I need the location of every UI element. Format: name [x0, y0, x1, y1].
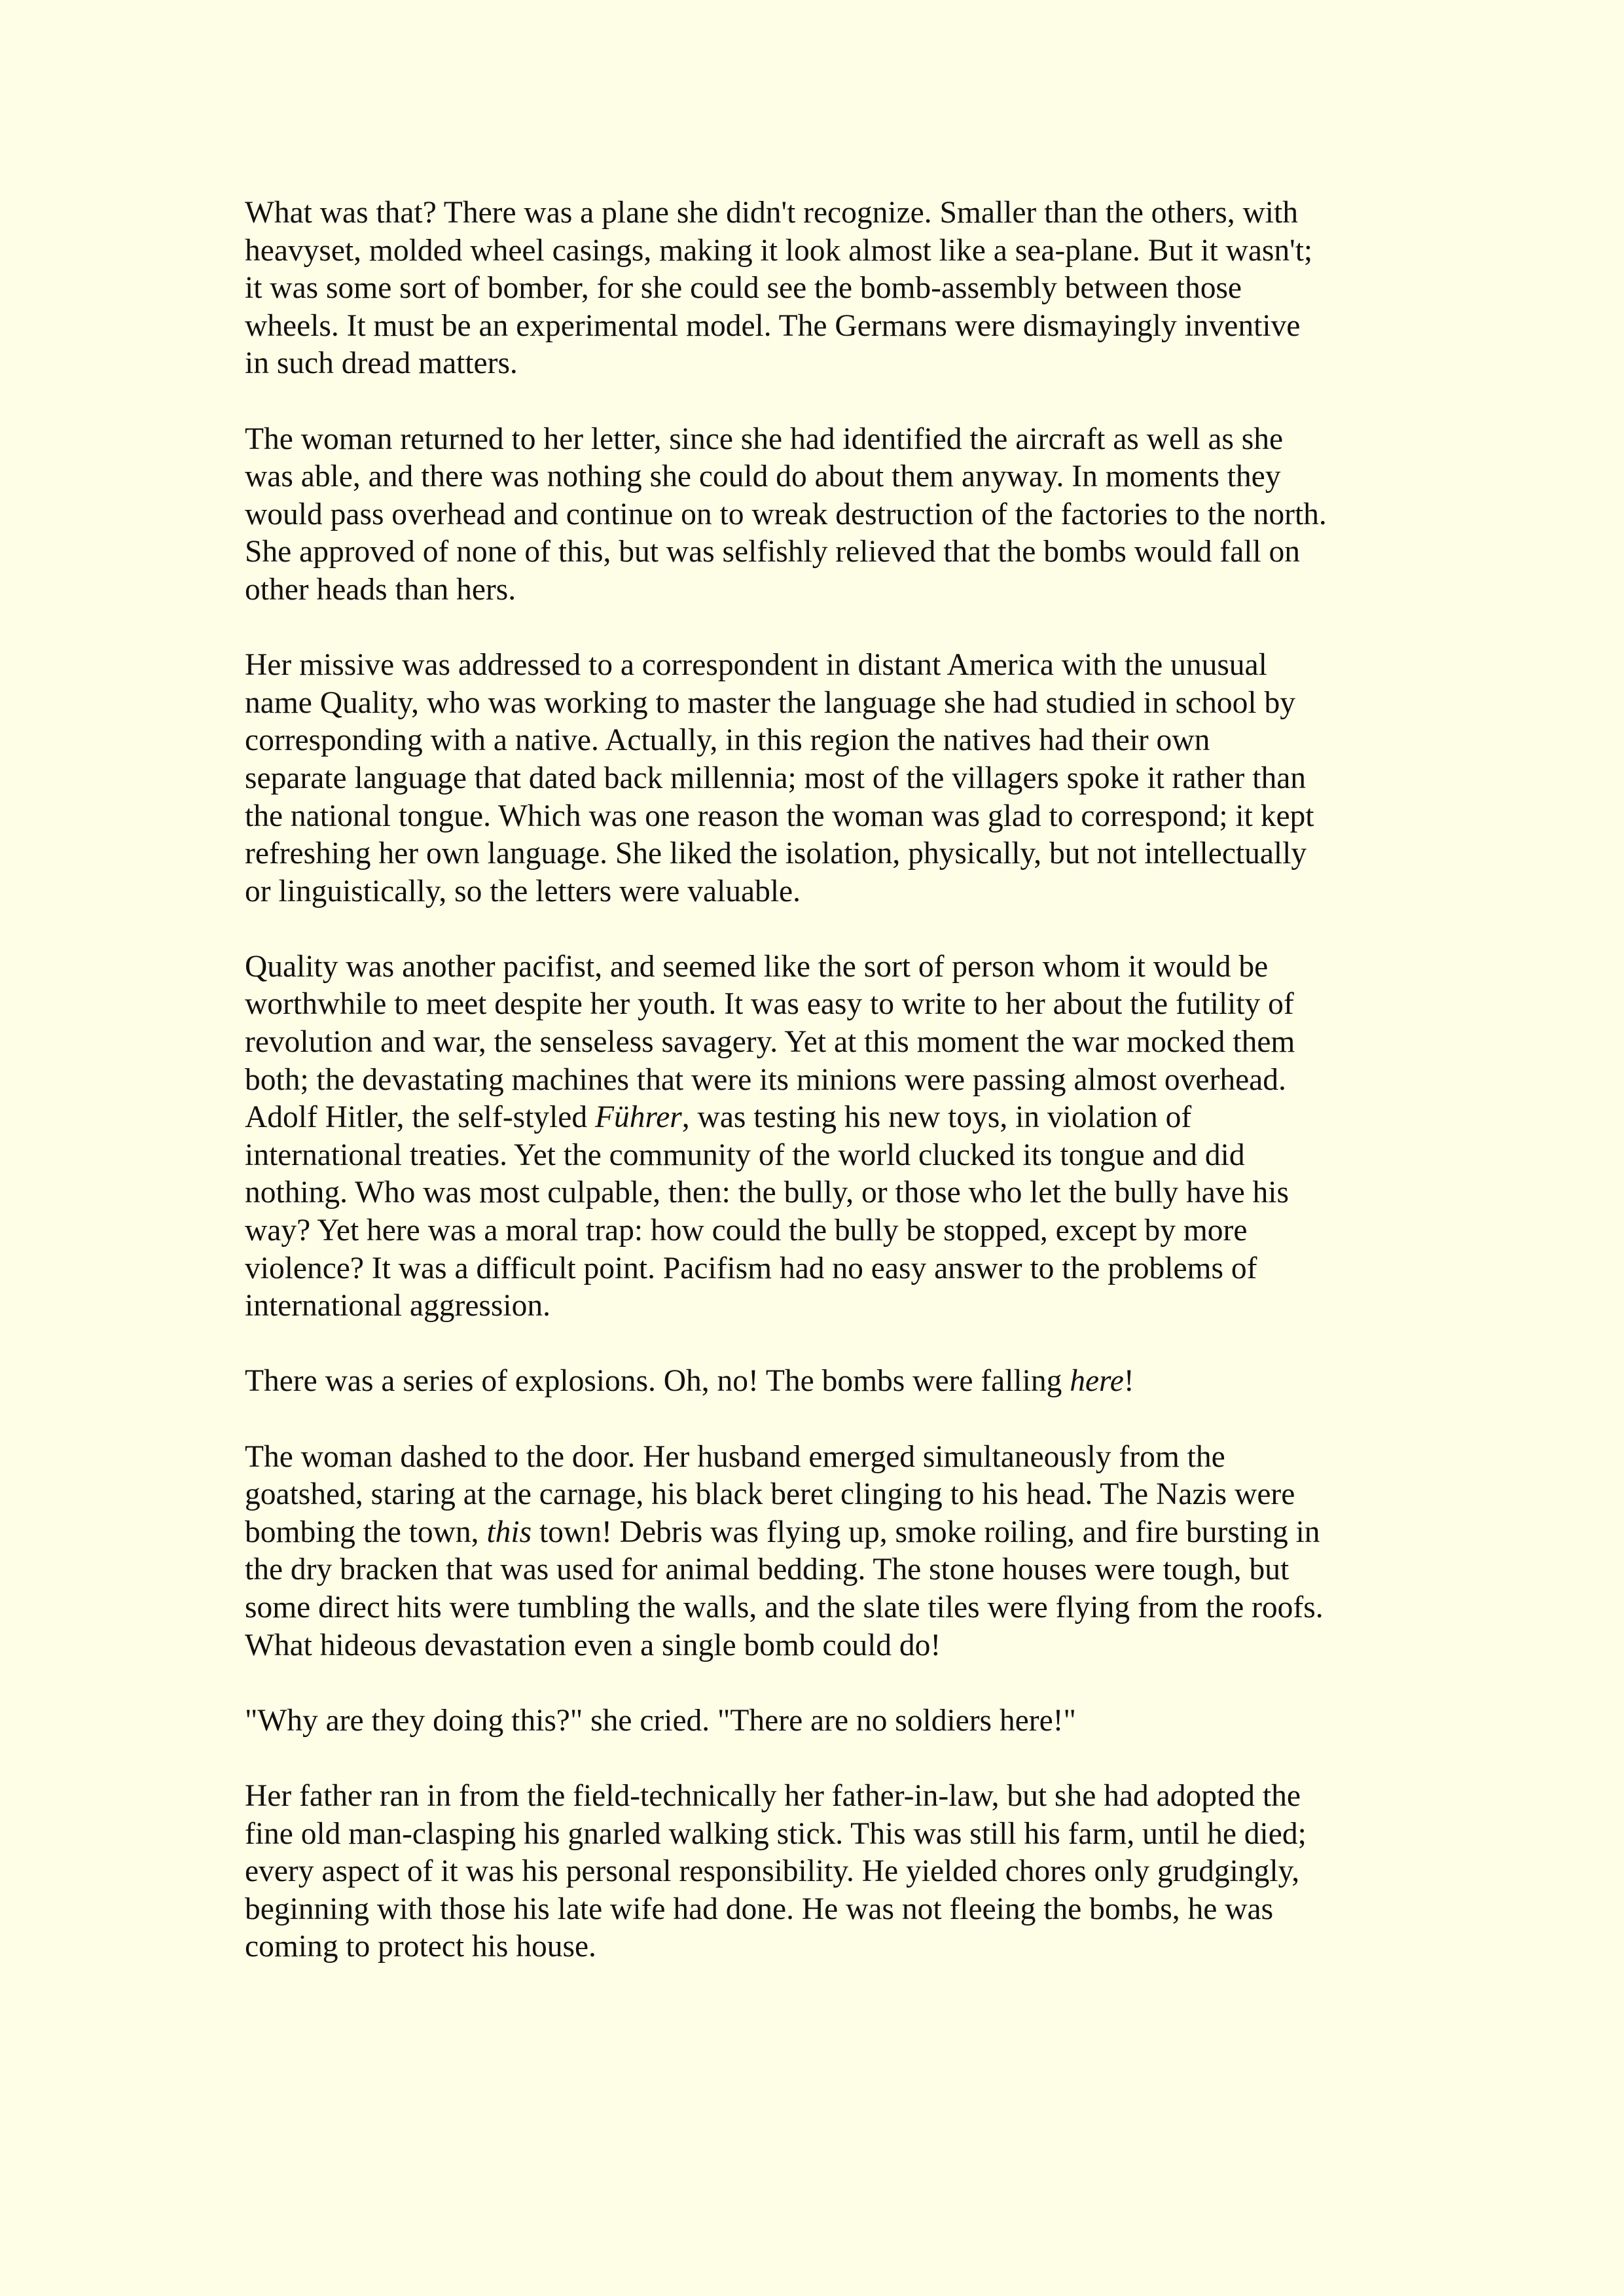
paragraph-4 [245, 948, 1397, 1325]
text-run: ! [1123, 1364, 1134, 1399]
text-line: in such dread matters. [245, 346, 518, 381]
text-line: or linguistically, so the letters were valuable. [245, 874, 801, 908]
text-line: way? Yet here was a moral trap: how could the bully be stopped, except by more [245, 1213, 1248, 1248]
text-run: There was a series of explosions. Oh, no! The bombs were falling [245, 1364, 1070, 1399]
emphasis-here: here [1070, 1364, 1124, 1399]
text-line: revolution and war, the senseless savagery. Yet at this moment the war mocked them [245, 1025, 1295, 1060]
text-run: Adolf Hitler, the self-styled [245, 1100, 595, 1135]
paragraph-6 [245, 1439, 1397, 1665]
text-line [245, 1514, 1397, 1552]
text-line: heavyset, molded wheel casings, making it look almost like a sea-plane. But it wasn't; [245, 233, 1313, 268]
emphasis-fuhrer: Führer [594, 1100, 682, 1135]
paragraph-2 [245, 421, 1397, 609]
paragraph-1 [245, 194, 1397, 383]
text-line: name Quality, who was working to master the language she had studied in school by [245, 685, 1295, 720]
text-line: would pass overhead and continue on to wreak destruction of the factories to the north. [245, 497, 1327, 531]
text-line: the national tongue. Which was one reason the woman was glad to correspond; it kept [245, 798, 1314, 833]
text-line: corresponding with a native. Actually, in this region the natives had their own [245, 723, 1210, 758]
text-line: it was some sort of bomber, for she could see the bomb-assembly between those [245, 271, 1242, 306]
paragraph-3 [245, 647, 1397, 910]
text-line: separate language that dated back millennia; most of the villagers spoke it rather than [245, 761, 1307, 795]
text-line: beginning with those his late wife had done. He was not fleeing the bombs, he was [245, 1892, 1274, 1926]
text-line: every aspect of it was his personal responsibility. He yielded chores only grudgingly, [245, 1854, 1300, 1889]
text-line: worthwhile to meet despite her youth. It was easy to write to her about the futility of [245, 987, 1294, 1022]
text-line [245, 1363, 1397, 1401]
paragraph-8 [245, 1778, 1397, 1966]
text-line: Her missive was addressed to a correspondent in distant America with the unusual [245, 648, 1267, 683]
text-line: What was that? There was a plane she didn't recognize. Smaller than the others, with [245, 196, 1298, 230]
text-line: the dry bracken that was used for animal bedding. The stone houses were tough, but [245, 1552, 1290, 1587]
text-line: The woman dashed to the door. Her husband emerged simultaneously from the [245, 1439, 1225, 1474]
emphasis-this: this [486, 1515, 532, 1549]
text-line: international treaties. Yet the community of the world clucked its tongue and did [245, 1138, 1245, 1172]
text-run: , was testing his new toys, in violation of [681, 1100, 1192, 1135]
text-line: both; the devastating machines that were its minions were passing almost overhead. [245, 1062, 1286, 1097]
text-line: What hideous devastation even a single bomb could do! [245, 1628, 941, 1662]
text-line: Quality was another pacifist, and seemed like the sort of person whom it would be [245, 949, 1269, 984]
text-run: town! Debris was flying up, smoke roiling, and fire bursting in [532, 1515, 1320, 1549]
text-line: was able, and there was nothing she could do about them anyway. In moments they [245, 459, 1281, 494]
text-line: coming to protect his house. [245, 1929, 596, 1964]
document-body [245, 194, 1397, 2004]
text-line: violence? It was a difficult point. Pacifism had no easy answer to the problems of [245, 1251, 1257, 1285]
text-line: other heads than hers. [245, 572, 516, 607]
text-line: some direct hits were tumbling the walls, and the slate tiles were flying from the roofs. [245, 1590, 1324, 1624]
text-run: bombing the town, [245, 1515, 487, 1549]
text-line [245, 1099, 1397, 1137]
text-line: wheels. It must be an experimental model. The Germans were dismayingly inventive [245, 308, 1301, 343]
text-line: refreshing her own language. She liked the isolation, physically, but not intellectually [245, 836, 1307, 871]
text-line: fine old man-clasping his gnarled walking stick. This was still his farm, until he died; [245, 1816, 1307, 1851]
text-line: international aggression. [245, 1289, 550, 1323]
paragraph-7 [245, 1702, 1397, 1740]
text-line: "Why are they doing this?" she cried. "There are no soldiers here!" [245, 1703, 1076, 1738]
text-line: nothing. Who was most culpable, then: the bully, or those who let the bully have his [245, 1175, 1289, 1210]
paragraph-5 [245, 1363, 1397, 1401]
text-line: The woman returned to her letter, since she had identified the aircraft as well as she [245, 422, 1284, 456]
text-line: She approved of none of this, but was selfishly relieved that the bombs would fall on [245, 535, 1301, 569]
text-line: Her father ran in from the field-technically her father-in-law, but she had adopted the [245, 1778, 1301, 1813]
text-line: goatshed, staring at the carnage, his black beret clinging to his head. The Nazis were [245, 1477, 1295, 1512]
